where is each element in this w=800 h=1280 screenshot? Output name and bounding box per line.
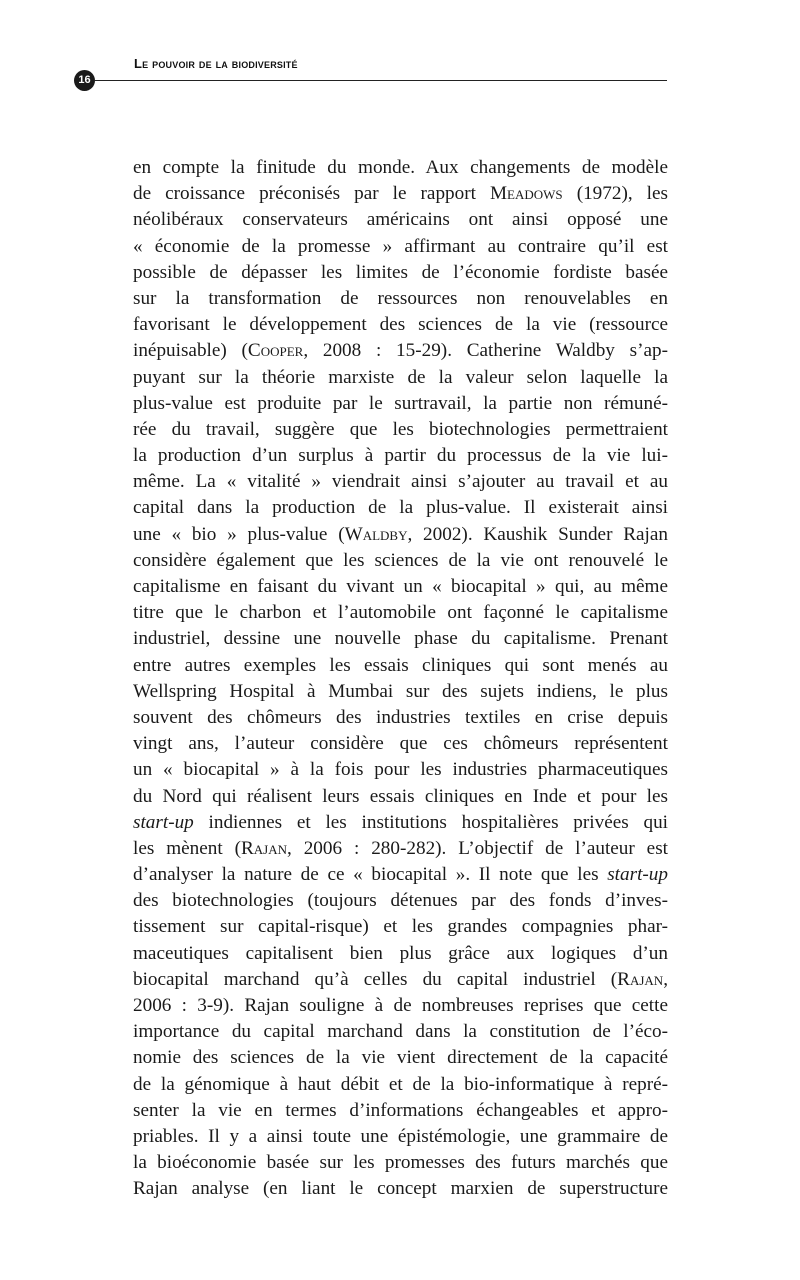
text-line: possible de dépasser les limites de l’économie fordiste basée	[133, 261, 668, 283]
text-line: une « bio » plus-value (Waldby, 2002). Kaushik Sunder Rajan	[133, 523, 668, 545]
text-line: senter la vie en termes d’informations échangeables et appro-	[133, 1099, 668, 1121]
text-line: considère également que les sciences de la vie ont renouvelé le	[133, 549, 668, 571]
text-line: de croissance préconisés par le rapport Meadows (1972), les	[133, 183, 668, 205]
text-line: puyant sur la théorie marxiste de la valeur selon laquelle la	[133, 366, 668, 388]
text-line: néolibéraux conservateurs américains ont ainsi opposé une	[133, 209, 668, 231]
italic-term: start-up	[607, 864, 668, 886]
author-citation: Meadows	[489, 183, 563, 205]
text-line: maceutiques capitalisent bien plus grâce aux logiques d’un	[133, 942, 668, 964]
text-line: tissement sur capital-risque) et les grandes compagnies phar-	[133, 916, 668, 938]
text-line: Wellspring Hospital à Mumbai sur des sujets indiens, le plus	[133, 680, 668, 702]
text-line: plus-value est produite par le surtravail, la partie non rémuné-	[133, 392, 668, 414]
text-line: des biotechnologies (toujours détenues par des fonds d’inves-	[133, 890, 668, 912]
text-line: importance du capital marchand dans la constitution de l’éco-	[133, 1021, 668, 1043]
page-number-badge: 16	[74, 70, 95, 91]
text-line: biocapital marchand qu’à celles du capital industriel (Rajan,	[133, 968, 668, 990]
italic-term: start-up	[133, 811, 194, 833]
text-line: en compte la finitude du monde. Aux changements de modèle	[133, 157, 668, 178]
author-citation: Waldby	[344, 523, 408, 545]
running-header-title: Le pouvoir de la biodiversité	[134, 56, 298, 71]
text-line: « économie de la promesse » affirmant au contraire qu’il est	[133, 235, 668, 257]
author-citation: Cooper	[247, 340, 304, 362]
author-citation: Rajan	[617, 968, 664, 990]
text-line: vingt ans, l’auteur considère que ces chômeurs représentent	[133, 733, 668, 755]
text-line: souvent des chômeurs des industries textiles en crise depuis	[133, 706, 668, 728]
text-line: titre que le charbon et l’automobile ont façonné le capitalisme	[133, 602, 668, 624]
text-line: du Nord qui réalisent leurs essais cliniques en Inde et pour les	[133, 785, 668, 807]
text-line: priables. Il y a ainsi toute une épistémologie, une grammaire de	[133, 1125, 668, 1147]
text-line: la bioéconomie basée sur les promesses des futurs marchés que	[133, 1152, 668, 1174]
text-line: d’analyser la nature de ce « biocapital ». Il note que les start-up	[133, 864, 668, 886]
text-line: de la génomique à haut débit et de la bio-informatique à repré-	[133, 1073, 668, 1095]
text-line: un « biocapital » à la fois pour les industries pharmaceutiques	[133, 759, 668, 781]
text-line: même. La « vitalité » viendrait ainsi s’ajouter au travail et au	[133, 471, 668, 493]
author-citation: Rajan	[240, 837, 288, 859]
text-line: capitalisme en faisant du vivant un « biocapital » qui, au même	[133, 576, 668, 597]
text-line: la production d’un surplus à partir du processus de la vie lui-	[133, 445, 668, 467]
text-line: rée du travail, suggère que les biotechnologies permettraient	[133, 418, 668, 440]
text-line: Rajan analyse (en liant le concept marxien de superstructure	[133, 1178, 668, 1200]
body-paragraph	[133, 155, 668, 1203]
header-rule	[95, 80, 667, 81]
text-line: nomie des sciences de la vie vient directement de la capacité	[133, 1047, 668, 1069]
text-line: favorisant le développement des sciences de la vie (ressource	[133, 314, 668, 336]
text-line: les mènent (Rajan, 2006 : 280-282). L’objectif de l’auteur est	[133, 837, 668, 859]
text-line: inépuisable) (Cooper, 2008 : 15-29). Catherine Waldby s’ap-	[133, 340, 668, 362]
text-line: sur la transformation de ressources non renouvelables en	[133, 287, 668, 309]
text-line: capital dans la production de la plus-value. Il existerait ainsi	[133, 497, 668, 519]
text-line: start-up indiennes et les institutions hospitalières privées qui	[133, 811, 668, 833]
text-line: entre autres exemples les essais cliniques qui sont menés au	[133, 654, 668, 676]
text-line: 2006 : 3-9). Rajan souligne à de nombreuses reprises que cette	[133, 995, 668, 1016]
text-line: industriel, dessine une nouvelle phase du capitalisme. Prenant	[133, 628, 668, 650]
